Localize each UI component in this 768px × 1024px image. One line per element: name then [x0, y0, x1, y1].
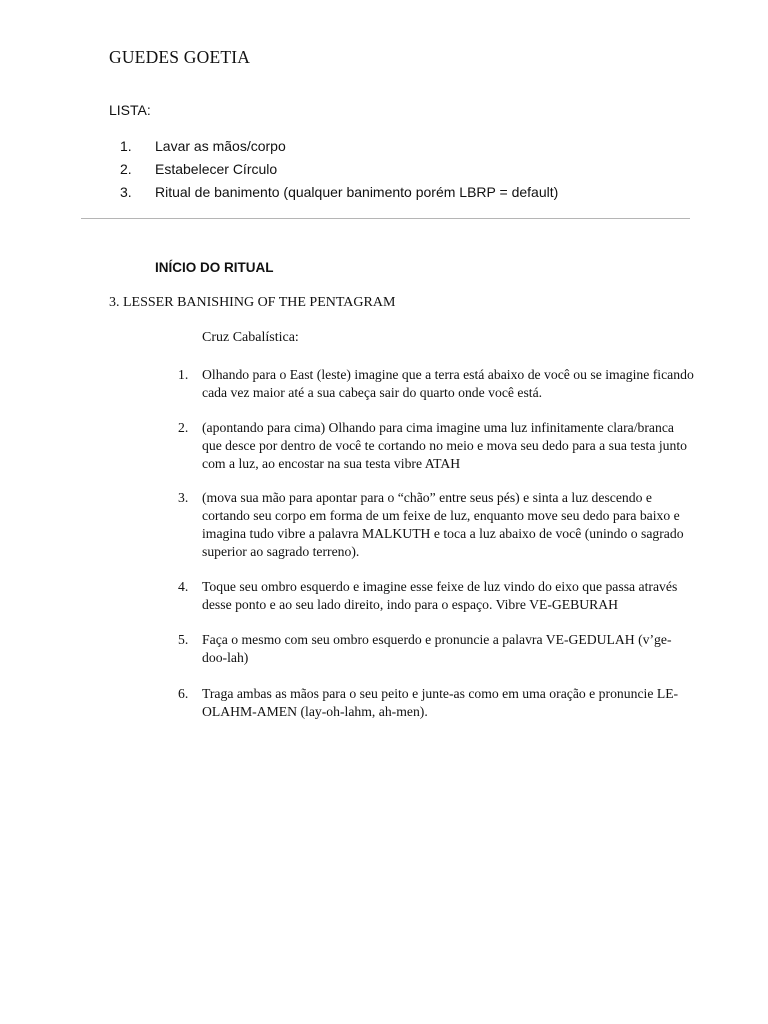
checklist-item-text: Estabelecer Círculo	[155, 161, 278, 177]
ritual-step-text: Toque seu ombro esquerdo e imagine esse feixe de luz vindo do eixo que passa através desse ponto e ao seu lado direito, indo para o espaço. Vibre VE-GEBURAH	[202, 579, 678, 612]
list-label: LISTA:	[109, 102, 151, 118]
ritual-step-text: (mova sua mão para apontar para o “chão” entre seus pés) e sinta a luz descendo e cortando seu corpo em forma de um feixe de luz, enquanto move seu dedo para baixo e imagina tudo vibre a palavra MALKUTH e toca a luz abaixo de você (unindo o sagrado superior ao sagrado terreno).	[202, 490, 684, 559]
checklist-item-text: Lavar as mãos/corpo	[155, 138, 286, 154]
checklist-item-number: 3.	[120, 184, 132, 200]
ritual-step-number: 5.	[178, 632, 189, 647]
ritual-step-text: Traga ambas as mãos para o seu peito e junte-as como em uma oração e pronuncie LE-OLAHM-AMEN (lay-oh-lahm, ah-men).	[202, 686, 679, 719]
document-title: GUEDES GOETIA	[109, 47, 251, 67]
ritual-step-text: (apontando para cima) Olhando para cima imagine uma luz infinitamente clara/branca que desce por dentro de você te cortando no meio e mova seu dedo para a sua testa junto com a luz, ao encostar na sua testa vibre ATAH	[202, 420, 687, 471]
checklist-item-text: Ritual de banimento (qualquer banimento porém LBRP = default)	[155, 184, 559, 200]
subsection-title: Cruz Cabalística:	[202, 330, 299, 345]
ritual-step-text: Faça o mesmo com seu ombro esquerdo e pronuncie a palavra VE-GEDULAH (v’ge-doo-lah)	[202, 632, 672, 665]
ritual-step-text: Olhando para o East (leste) imagine que a terra está abaixo de você ou se imagine ficando cada vez maior até a sua cabeça sair do quarto onde você está.	[202, 367, 694, 400]
checklist-item-number: 1.	[120, 138, 132, 154]
ritual-step-number: 3.	[178, 490, 189, 505]
ritual-step-number: 2.	[178, 420, 189, 435]
section-title: 3. LESSER BANISHING OF THE PENTAGRAM	[109, 295, 396, 310]
horizontal-divider	[81, 218, 690, 219]
checklist-item-number: 2.	[120, 161, 132, 177]
ritual-step-number: 6.	[178, 686, 189, 701]
ritual-heading: INÍCIO DO RITUAL	[155, 260, 274, 275]
ritual-step-number: 1.	[178, 367, 189, 382]
ritual-step-number: 4.	[178, 579, 189, 594]
